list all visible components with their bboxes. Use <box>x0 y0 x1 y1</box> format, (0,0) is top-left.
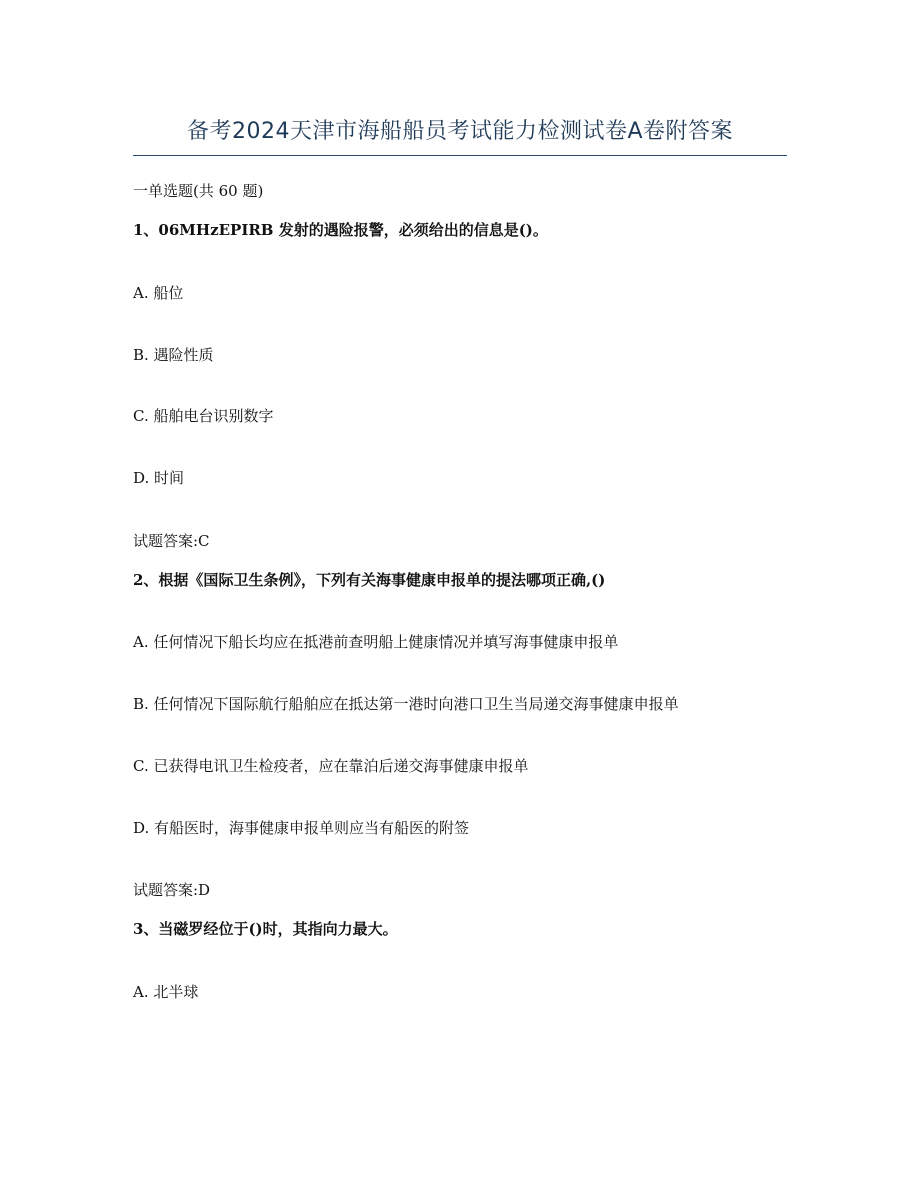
question-1-option-c: C. 船舶电台识别数字 <box>133 407 274 425</box>
question-1-option-a: A. 船位 <box>133 284 184 302</box>
question-2-option-c: C. 已获得电讯卫生检疫者，应在靠泊后递交海事健康申报单 <box>133 757 529 775</box>
question-1-answer: 试题答案:C <box>133 532 210 550</box>
question-2-option-a: A. 任何情况下船长均应在抵港前查明船上健康情况并填写海事健康申报单 <box>133 633 619 651</box>
question-1-option-b: B. 遇险性质 <box>133 346 214 364</box>
question-3-text: 3、当磁罗经位于()时，其指向力最大。 <box>133 920 398 938</box>
document-title: 备考2024天津市海船船员考试能力检测试卷A卷附答案 <box>186 119 734 144</box>
question-2-text: 2、根据《国际卫生条例》，下列有关海事健康申报单的提法哪项正确,() <box>133 571 606 589</box>
question-2-answer: 试题答案:D <box>133 881 211 899</box>
title-underline <box>133 155 787 156</box>
question-2-option-d: D. 有船医时，海事健康申报单则应当有船医的附签 <box>133 819 470 837</box>
question-2-option-b: B. 任何情况下国际航行船舶应在抵达第一港时向港口卫生当局递交海事健康申报单 <box>133 695 679 713</box>
question-3-option-a: A. 北半球 <box>133 983 199 1001</box>
question-1-text: 1、06MHzEPIRB 发射的遇险报警，必须给出的信息是()。 <box>133 221 548 239</box>
question-1-option-d: D. 时间 <box>133 469 185 487</box>
section-header: 一单选题(共 60 题) <box>133 182 264 200</box>
